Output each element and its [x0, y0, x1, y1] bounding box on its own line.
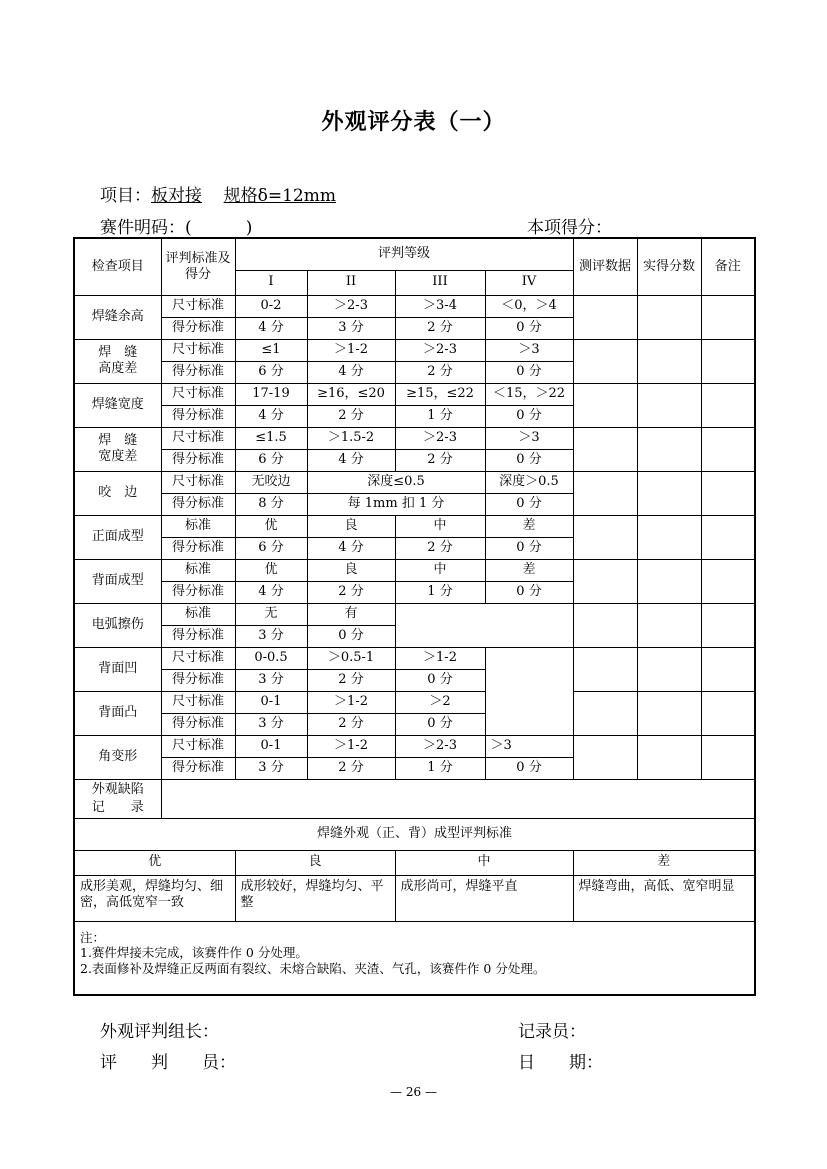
table-cell: 1 分: [395, 405, 485, 427]
table-cell: 2 分: [395, 361, 485, 383]
criteria-label: 标准: [161, 515, 235, 537]
table-cell: ≥16，≤20: [307, 383, 395, 405]
header-grade: 评判等级: [235, 238, 573, 270]
header-criteria: 评判标准及得分: [161, 238, 235, 295]
criteria-label: 得分标准: [161, 317, 235, 339]
item-name-line: 焊 缝: [98, 432, 138, 448]
table-cell: 良: [307, 559, 395, 581]
notes: [74, 921, 755, 995]
criteria-label: 得分标准: [161, 493, 235, 515]
table-cell: ＞2-3: [307, 295, 395, 317]
table-cell: 0 分: [307, 625, 395, 647]
table-cell: 无咬边: [235, 471, 307, 493]
table-cell: 3 分: [235, 713, 307, 735]
judge-label: 评 判 员：: [100, 1053, 236, 1073]
table-cell: ＞0.5-1: [307, 647, 395, 669]
item-back-convex: 背面凸: [74, 691, 161, 735]
table-cell: 3 分: [235, 625, 307, 647]
item-name-line: 高度差: [98, 361, 138, 376]
item-back-concave: 背面凹: [74, 647, 161, 691]
table-cell: ＞2: [395, 691, 485, 713]
standard-grade: 良: [235, 850, 395, 875]
table-cell: ＞1-2: [307, 339, 395, 361]
note-line: 1.赛件焊接未完成，该赛件作 0 分处理。: [80, 945, 308, 961]
table-cell: 有: [307, 603, 395, 625]
table-cell: 0-1: [235, 735, 307, 757]
remark-cell[interactable]: [701, 603, 755, 647]
table-cell: 17-19: [235, 383, 307, 405]
table-cell: 0 分: [485, 449, 573, 471]
table-cell: 中: [395, 559, 485, 581]
score-table: [73, 237, 756, 996]
table-cell: 2 分: [307, 669, 395, 691]
criteria-label: 得分标准: [161, 669, 235, 691]
item-weld-width: 焊缝宽度: [74, 383, 161, 427]
table-cell: 0 分: [485, 361, 573, 383]
measured-cell[interactable]: [573, 295, 637, 339]
table-cell: 8 分: [235, 493, 307, 515]
standard-grade: 差: [573, 850, 755, 875]
table-cell: ＞2-3: [395, 427, 485, 449]
header-item: 检查项目: [74, 238, 161, 295]
measured-cell[interactable]: [573, 691, 637, 735]
table-cell: ＜0，＞4: [485, 295, 573, 317]
table-cell: ＞1-2: [307, 735, 395, 757]
table-cell: 2 分: [307, 713, 395, 735]
project-value: 板对接: [151, 186, 202, 206]
item-weld-height: 焊缝余高: [74, 295, 161, 339]
actual-cell[interactable]: [637, 515, 701, 559]
recorder-label: 记录员：: [518, 1022, 586, 1042]
remark-cell[interactable]: [701, 691, 755, 735]
table-cell: 6 分: [235, 361, 307, 383]
score-label: 本项得分：: [527, 218, 612, 238]
grade-1: I: [235, 270, 307, 295]
item-back-forming: 背面成型: [74, 559, 161, 603]
table-cell: 0 分: [485, 757, 573, 779]
actual-cell[interactable]: [637, 647, 701, 691]
table-cell: 0-2: [235, 295, 307, 317]
header-measured: 测评数据: [573, 238, 637, 295]
header-actual: 实得分数: [637, 238, 701, 295]
table-cell: ＞3: [485, 735, 573, 757]
criteria-label: 得分标准: [161, 757, 235, 779]
defect-record-field[interactable]: [161, 779, 755, 818]
table-cell: 0 分: [485, 493, 573, 515]
defect-record-line: 记 录: [91, 799, 144, 815]
item-name-line: 焊 缝: [98, 344, 138, 360]
table-cell: 深度＞0.5: [485, 471, 573, 493]
table-cell: 1 分: [395, 757, 485, 779]
project-line: [100, 181, 336, 206]
table-cell: 3 分: [235, 757, 307, 779]
remark-cell[interactable]: [701, 427, 755, 471]
table-cell: 4 分: [307, 449, 395, 471]
table-cell: 中: [395, 515, 485, 537]
table-cell: 0 分: [485, 405, 573, 427]
page-number: — 26 —: [390, 1085, 437, 1099]
standard-grade: 优: [74, 850, 235, 875]
table-cell: 2 分: [395, 317, 485, 339]
table-cell: 6 分: [235, 537, 307, 559]
criteria-label: 得分标准: [161, 713, 235, 735]
table-cell: 2 分: [395, 449, 485, 471]
table-cell: 每 1mm 扣 1 分: [307, 493, 485, 515]
table-cell: 3 分: [235, 669, 307, 691]
table-cell: 0 分: [395, 669, 485, 691]
table-cell: 6 分: [235, 449, 307, 471]
actual-cell[interactable]: [637, 427, 701, 471]
item-front-forming: 正面成型: [74, 515, 161, 559]
table-cell: ＞2-3: [395, 339, 485, 361]
code-label: 赛件明码：(: [100, 218, 192, 238]
table-cell: 0 分: [485, 581, 573, 603]
table-cell: 2 分: [395, 537, 485, 559]
actual-cell[interactable]: [637, 735, 701, 779]
criteria-label: 得分标准: [161, 625, 235, 647]
table-cell: ≤1.5: [235, 427, 307, 449]
measured-cell[interactable]: [573, 559, 637, 603]
measured-cell[interactable]: [573, 383, 637, 427]
remark-cell[interactable]: [701, 471, 755, 515]
actual-cell[interactable]: [637, 471, 701, 515]
standard-grade: 中: [395, 850, 573, 875]
table-cell: 差: [485, 515, 573, 537]
table-cell: 无: [235, 603, 307, 625]
item-arc-strike: 电弧擦伤: [74, 603, 161, 647]
criteria-label: 尺寸标准: [161, 295, 235, 317]
table-cell: 2 分: [307, 405, 395, 427]
item-width-diff: [74, 427, 161, 471]
defect-record-label: [74, 779, 161, 818]
remark-cell[interactable]: [701, 735, 755, 779]
standard-desc: 成形美观，焊缝均匀、细密，高低宽窄一致: [74, 875, 235, 921]
table-cell: 差: [485, 559, 573, 581]
table-cell: 优: [235, 559, 307, 581]
leader-label: 外观评判组长：: [100, 1022, 219, 1042]
criteria-label: 尺寸标准: [161, 427, 235, 449]
project-label: 项目：: [100, 186, 151, 206]
criteria-label: 标准: [161, 559, 235, 581]
table-cell: 1 分: [395, 581, 485, 603]
measured-cell[interactable]: [573, 339, 637, 383]
criteria-label: 尺寸标准: [161, 735, 235, 757]
table-cell: 0 分: [395, 713, 485, 735]
table-cell: 深度≤0.5: [307, 471, 485, 493]
criteria-label: 尺寸标准: [161, 471, 235, 493]
remark-cell[interactable]: [701, 515, 755, 559]
criteria-label: 尺寸标准: [161, 383, 235, 405]
actual-cell[interactable]: [637, 691, 701, 735]
score-line: [527, 213, 698, 238]
table-cell: ＞3: [485, 427, 573, 449]
table-cell: ＞1-2: [395, 647, 485, 669]
code-line: [100, 213, 252, 238]
standard-desc: 成形尚可，焊缝平直: [395, 875, 573, 921]
standard-desc: 焊缝弯曲，高低、宽窄明显: [573, 875, 755, 921]
table-cell: ＞1.5-2: [307, 427, 395, 449]
item-name-line: 宽度差: [98, 449, 138, 464]
standard-title: 焊缝外观（正、背）成型评判标准: [74, 818, 755, 850]
table-cell: 4 分: [307, 537, 395, 559]
note-line: 2.表面修补及焊缝正反两面有裂纹、未熔合缺陷、夹渣、气孔，该赛件作 0 分处理。: [80, 960, 546, 976]
item-undercut: 咬 边: [74, 471, 161, 515]
table-cell: 4 分: [235, 581, 307, 603]
table-cell: ＞2-3: [395, 735, 485, 757]
table-cell: 0-0.5: [235, 647, 307, 669]
criteria-label: 尺寸标准: [161, 339, 235, 361]
remark-cell[interactable]: [701, 647, 755, 691]
measured-cell[interactable]: [573, 471, 637, 515]
table-cell: 4 分: [235, 405, 307, 427]
criteria-label: 得分标准: [161, 449, 235, 471]
grade-4: IV: [485, 270, 573, 295]
actual-cell[interactable]: [637, 383, 701, 427]
remark-cell[interactable]: [701, 383, 755, 427]
actual-cell[interactable]: [637, 603, 701, 647]
remark-cell[interactable]: [701, 559, 755, 603]
criteria-label: 得分标准: [161, 537, 235, 559]
spec-value: 规格δ=12mm: [223, 186, 336, 206]
item-angular-distortion: 角变形: [74, 735, 161, 779]
measured-cell[interactable]: [573, 647, 637, 691]
table-cell: 0-1: [235, 691, 307, 713]
criteria-label: 尺寸标准: [161, 691, 235, 713]
actual-cell[interactable]: [637, 559, 701, 603]
table-cell: ＜15，＞22: [485, 383, 573, 405]
criteria-label: 得分标准: [161, 361, 235, 383]
criteria-label: 得分标准: [161, 405, 235, 427]
table-cell: 良: [307, 515, 395, 537]
page-title: 外观评分表（一）: [321, 109, 506, 135]
remark-cell[interactable]: [701, 295, 755, 339]
measured-cell[interactable]: [573, 515, 637, 559]
actual-cell[interactable]: [637, 295, 701, 339]
table-cell: ≤1: [235, 339, 307, 361]
empty-cell: [395, 603, 573, 647]
date-label: 日 期：: [518, 1053, 603, 1073]
table-cell: 0 分: [485, 537, 573, 559]
table-cell: 0 分: [485, 317, 573, 339]
grade-2: II: [307, 270, 395, 295]
empty-cell: [485, 647, 573, 735]
note-line: 注：: [80, 929, 106, 945]
measured-cell[interactable]: [573, 427, 637, 471]
code-close: ): [245, 218, 253, 238]
criteria-label: 得分标准: [161, 581, 235, 603]
standard-desc: 成形较好，焊缝均匀、平整: [235, 875, 395, 921]
remark-cell[interactable]: [701, 339, 755, 383]
criteria-label: 尺寸标准: [161, 647, 235, 669]
actual-cell[interactable]: [637, 339, 701, 383]
table-cell: 2 分: [307, 757, 395, 779]
table-cell: 2 分: [307, 581, 395, 603]
criteria-label: 标准: [161, 603, 235, 625]
item-height-diff: [74, 339, 161, 383]
table-cell: ＞1-2: [307, 691, 395, 713]
table-cell: 优: [235, 515, 307, 537]
defect-record-line: 外观缺陷: [91, 781, 144, 797]
grade-3: III: [395, 270, 485, 295]
table-cell: ＞3: [485, 339, 573, 361]
table-cell: 4 分: [307, 361, 395, 383]
score-blank[interactable]: [612, 221, 698, 238]
table-cell: 3 分: [307, 317, 395, 339]
measured-cell[interactable]: [573, 735, 637, 779]
table-cell: ≥15，≤22: [395, 383, 485, 405]
header-remark: 备注: [701, 238, 755, 295]
measured-cell[interactable]: [573, 603, 637, 647]
table-cell: ＞3-4: [395, 295, 485, 317]
table-cell: 4 分: [235, 317, 307, 339]
